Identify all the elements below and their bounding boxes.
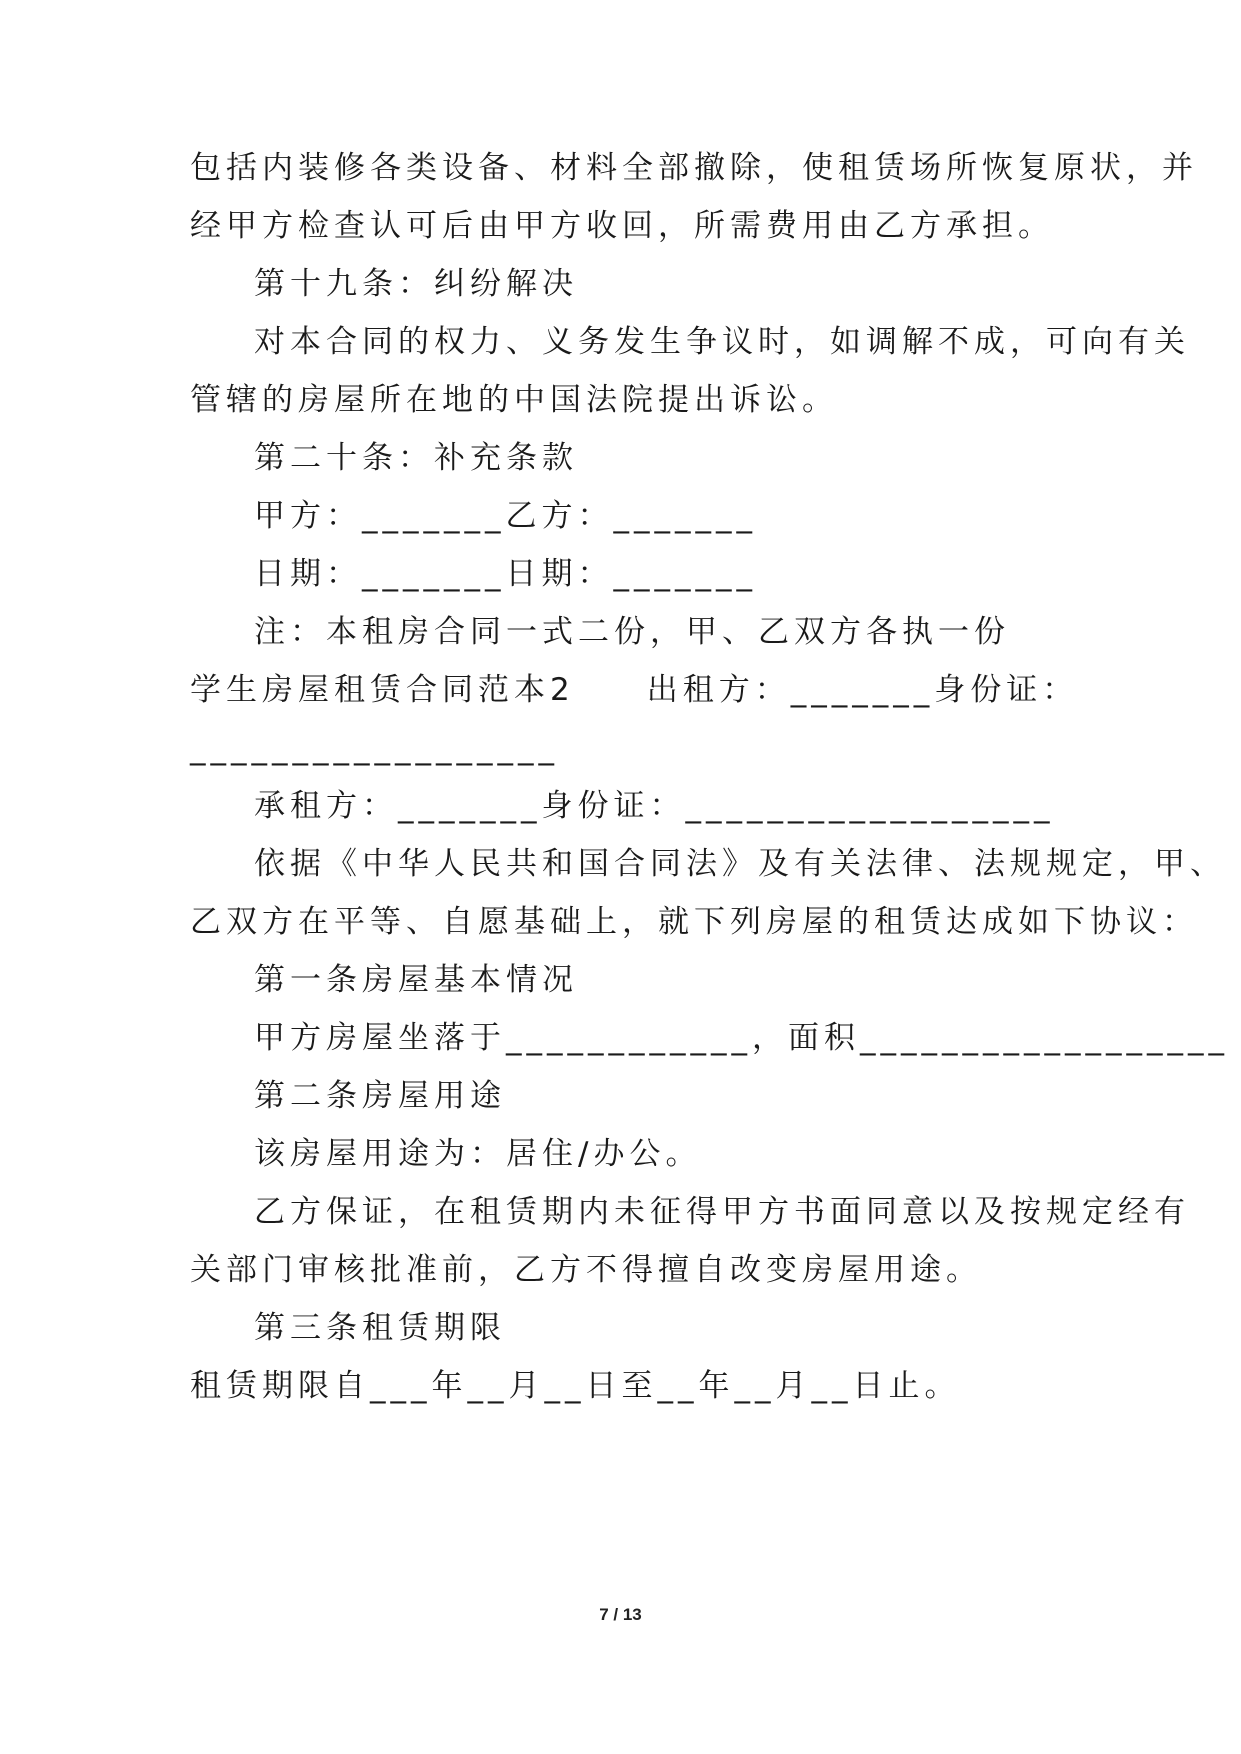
page-number: 7 / 13 <box>599 1605 642 1624</box>
paragraph-line: 依据《中华人民共和国合同法》及有关法律、法规规定，甲、 <box>254 846 1226 882</box>
paragraph-line: 包括内装修各类设备、材料全部撤除，使租赁场所恢复原状，并 <box>190 150 1198 186</box>
paragraph-line: 乙方保证，在租赁期内未征得甲方书面同意以及按规定经有 <box>254 1194 1190 1230</box>
paragraph-line: 对本合同的权力、义务发生争议时，如调解不成，可向有关 <box>254 324 1190 360</box>
article-heading: 第二条房屋用途 <box>254 1078 506 1114</box>
paragraph-line: 甲方房屋坐落于____________，面积__________________ <box>254 1020 1229 1056</box>
paragraph-line: 乙双方在平等、自愿基础上，就下列房屋的租赁达成如下协议： <box>190 904 1198 940</box>
blank-line: __________________ <box>190 730 559 766</box>
contract-title-line: 学生房屋租赁合同范本2 出租方：_______身份证： <box>190 672 1079 708</box>
paragraph-line: 管辖的房屋所在地的中国法院提出诉讼。 <box>190 382 838 418</box>
paragraph-line: 该房屋用途为：居住/办公。 <box>254 1136 702 1172</box>
article-heading: 第三条租赁期限 <box>254 1310 506 1346</box>
paragraph-line: 经甲方检查认可后由甲方收回，所需费用由乙方承担。 <box>190 208 1054 244</box>
party-line: 承租方：_______身份证：__________________ <box>254 788 1055 824</box>
article-heading: 第二十条：补充条款 <box>254 440 578 476</box>
paragraph-line: 关部门审核批准前，乙方不得擅自改变房屋用途。 <box>190 1252 982 1288</box>
signature-line: 甲方：_______乙方：_______ <box>254 498 757 534</box>
article-heading: 第十九条：纠纷解决 <box>254 266 578 302</box>
date-line: 日期：_______日期：_______ <box>254 556 757 592</box>
note-line: 注：本租房合同一式二份，甲、乙双方各执一份 <box>254 614 1010 650</box>
paragraph-line: 租赁期限自___年__月__日至__年__月__日止。 <box>190 1368 961 1404</box>
article-heading: 第一条房屋基本情况 <box>254 962 578 998</box>
